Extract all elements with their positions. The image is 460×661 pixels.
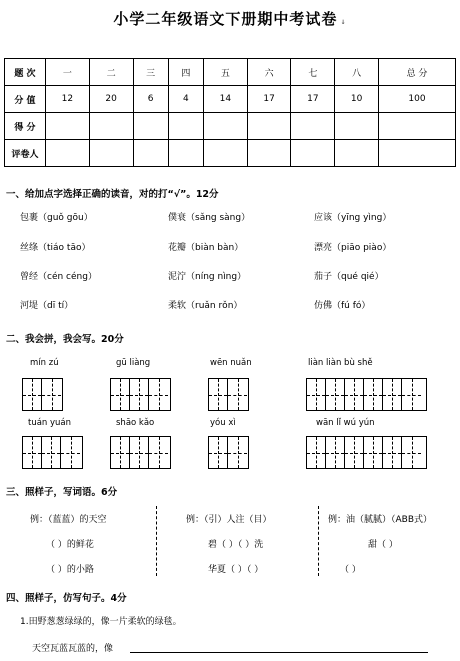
- score-blank[interactable]: [89, 113, 133, 140]
- score-blank[interactable]: [133, 113, 168, 140]
- table-cell: 四: [168, 59, 203, 86]
- fill-blank[interactable]: （ ）的鲜花: [46, 540, 94, 550]
- table-cell: 六: [247, 59, 291, 86]
- grader-blank[interactable]: [203, 140, 247, 167]
- table-cell: 二: [89, 59, 133, 86]
- column-divider: [156, 506, 157, 576]
- example-text: 例：（蓝蓝）的天空: [30, 515, 107, 525]
- table-cell: 4: [168, 86, 203, 113]
- table-cell: 一: [46, 59, 90, 86]
- grader-blank[interactable]: [133, 140, 168, 167]
- table-cell: 分 值: [5, 86, 46, 113]
- example-text: 例：油（腻腻）（ABB式）: [328, 515, 433, 525]
- table-cell: 得 分: [5, 113, 46, 140]
- pinyin-label: wān lǐ wú yún: [316, 418, 375, 428]
- score-blank[interactable]: [335, 113, 379, 140]
- question-item[interactable]: 泥泞（níng nìng）: [168, 272, 247, 282]
- grader-blank[interactable]: [168, 140, 203, 167]
- section-4-heading: 四、照样子，仿写句子。4分: [6, 593, 127, 604]
- writing-grid[interactable]: [208, 378, 249, 411]
- score-blank[interactable]: [203, 113, 247, 140]
- table-cell: 14: [203, 86, 247, 113]
- table-row: [5, 113, 456, 140]
- grader-blank[interactable]: [291, 140, 335, 167]
- question-item[interactable]: 柔软（ruǎn rǒn）: [168, 301, 243, 311]
- table-cell: 10: [335, 86, 379, 113]
- table-cell: 6: [133, 86, 168, 113]
- question-item[interactable]: 河堤（dī tí）: [20, 301, 74, 311]
- table-row: [5, 86, 456, 113]
- score-blank[interactable]: [379, 113, 456, 140]
- table-cell: 八: [335, 59, 379, 86]
- pinyin-label: tuán yuán: [28, 418, 72, 428]
- pinyin-label: wēn nuǎn: [210, 358, 252, 368]
- fill-blank[interactable]: 华夏（ ）（ ）: [208, 565, 264, 575]
- score-blank[interactable]: [46, 113, 90, 140]
- pinyin-label: shāo kǎo: [116, 418, 155, 428]
- table-cell: 17: [247, 86, 291, 113]
- question-item[interactable]: 曾经（cén céng）: [20, 272, 97, 282]
- table-cell: 100: [379, 86, 456, 113]
- writing-grid[interactable]: [306, 378, 427, 411]
- answer-line[interactable]: [130, 652, 428, 653]
- table-cell: 20: [89, 86, 133, 113]
- fill-blank[interactable]: 碧（ ）（ ）洗: [208, 540, 264, 550]
- section-3-heading: 三、照样子，写词语。6分: [6, 487, 118, 498]
- pinyin-label: mín zú: [30, 358, 59, 368]
- section-2-heading: 二、我会拼，我会写。20分: [6, 334, 124, 345]
- question-item[interactable]: 包裹（guǒ gōu）: [20, 213, 93, 223]
- example-text: 例：（引）人注（目）: [186, 515, 272, 525]
- grader-blank[interactable]: [335, 140, 379, 167]
- score-blank[interactable]: [168, 113, 203, 140]
- writing-grid[interactable]: [110, 436, 171, 469]
- grader-blank[interactable]: [89, 140, 133, 167]
- table-row: [5, 59, 456, 86]
- writing-grid[interactable]: [306, 436, 427, 469]
- pinyin-label: liàn liàn bù shě: [308, 358, 373, 368]
- table-cell: 总 分: [379, 59, 456, 86]
- page-title: 小学二年级语文下册期中考试卷 ↓: [113, 10, 347, 28]
- grader-blank[interactable]: [247, 140, 291, 167]
- score-table: [4, 58, 456, 167]
- question-item[interactable]: 僕衰（sǎng sàng）: [168, 213, 251, 223]
- writing-grid[interactable]: [22, 436, 83, 469]
- question-item[interactable]: 花瓣（biàn bàn）: [168, 243, 244, 253]
- grader-blank[interactable]: [46, 140, 90, 167]
- table-cell: 12: [46, 86, 90, 113]
- score-blank[interactable]: [291, 113, 335, 140]
- question-item[interactable]: 仿佛（fú fó）: [314, 301, 371, 311]
- pinyin-label: gū liàng: [116, 358, 151, 368]
- table-cell: 五: [203, 59, 247, 86]
- table-cell: 三: [133, 59, 168, 86]
- writing-grid[interactable]: [110, 378, 171, 411]
- writing-grid[interactable]: [208, 436, 249, 469]
- score-blank[interactable]: [247, 113, 291, 140]
- table-cell: 题 次: [5, 59, 46, 86]
- fill-blank[interactable]: 甜（ ）: [368, 540, 398, 550]
- question-item[interactable]: 应该（yīng yìng）: [314, 213, 392, 223]
- pinyin-label: yóu xì: [210, 418, 236, 428]
- fill-blank[interactable]: （ ）: [340, 565, 361, 575]
- fill-blank[interactable]: （ ）的小路: [46, 565, 94, 575]
- question-item[interactable]: 丝绦（tiáo tāo）: [20, 243, 91, 253]
- table-cell: 七: [291, 59, 335, 86]
- table-row: [5, 140, 456, 167]
- question-item[interactable]: 茄子（qué qié）: [314, 272, 384, 282]
- section-1-heading: 一、给加点字选择正确的读音，对的打“√”。12分: [6, 189, 219, 200]
- table-cell: 17: [291, 86, 335, 113]
- grader-blank[interactable]: [379, 140, 456, 167]
- sentence-prompt: 天空瓦蓝瓦蓝的，像: [32, 644, 114, 654]
- sentence-example: 1.田野葱葱绿绿的，像一片柔软的绿毯。: [20, 617, 182, 627]
- question-item[interactable]: 漂亮（piāo piào）: [314, 243, 392, 253]
- column-divider: [318, 506, 319, 576]
- writing-grid[interactable]: [22, 378, 63, 411]
- table-cell: 评卷人: [5, 140, 46, 167]
